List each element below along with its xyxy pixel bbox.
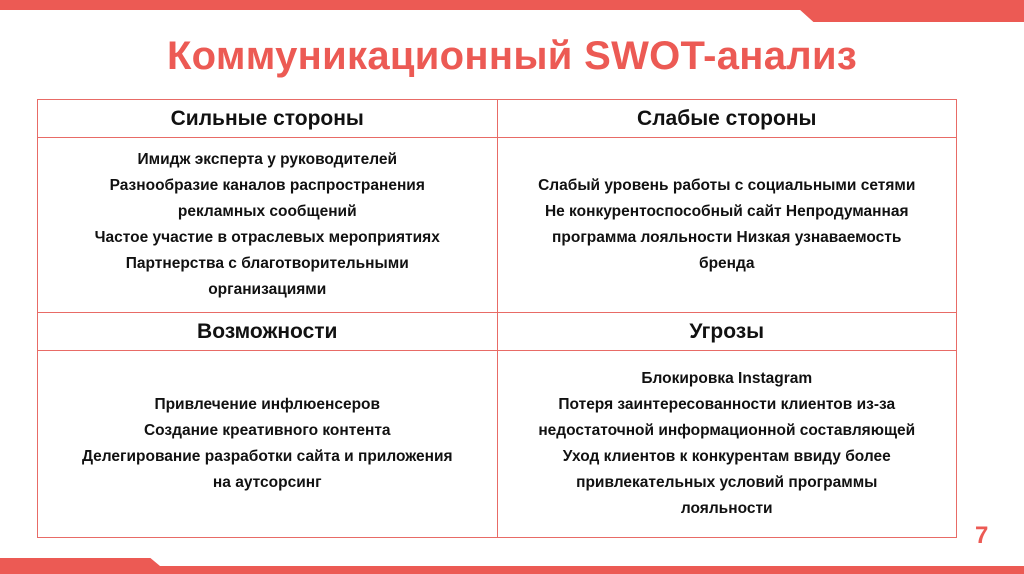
strengths-line: Партнерства с благотворительными (125, 255, 409, 272)
opportunities-cell (38, 351, 498, 538)
weaknesses-cell (497, 138, 957, 313)
bottom-decor-bar (0, 566, 1024, 574)
weaknesses-line: программа лояльности Низкая узнаваемость (552, 229, 902, 246)
threats-line: Потеря заинтересованности клиентов из-за (558, 396, 896, 413)
opportunities-header: Возможности (38, 313, 498, 351)
swot-body-row-1 (38, 138, 957, 313)
swot-table (37, 99, 957, 538)
weaknesses-line: Слабый уровень работы с социальными сетями (538, 177, 916, 194)
opportunities-line: Создание креативного контента (143, 422, 391, 439)
threats-line: лояльности (680, 500, 773, 517)
weaknesses-line: Не конкурентоспособный сайт Непродуманная (544, 203, 909, 220)
threats-cell (497, 351, 957, 538)
bottom-decor-accent (0, 558, 160, 566)
opportunities-line: Привлечение инфлюенсеров (154, 396, 381, 413)
strengths-line: Частое участие в отраслевых мероприятиях (94, 229, 440, 246)
strengths-line: Имидж эксперта у руководителей (137, 151, 398, 168)
opportunities-line: на аутсорсинг (212, 474, 322, 491)
page-number: 7 (975, 522, 989, 549)
threats-line: Блокировка Instagram (641, 370, 813, 387)
swot-body-row-2 (38, 351, 957, 538)
strengths-line: организациями (208, 281, 327, 298)
threats-line: Уход клиентов к конкурентам ввиду более (562, 448, 891, 465)
swot-header-row-2 (38, 313, 957, 351)
threats-line: привлекательных условий программы (576, 474, 878, 491)
threats-line: недостаточной информационной составляющей (538, 422, 916, 439)
weaknesses-header: Слабые стороны (497, 100, 957, 138)
slide-title: Коммуникационный SWOT-анализ (166, 34, 858, 78)
weaknesses-line: бренда (699, 255, 755, 272)
swot-header-row-1 (38, 100, 957, 138)
strengths-header: Сильные стороны (38, 100, 498, 138)
strengths-line: рекламных сообщений (177, 203, 357, 220)
opportunities-line: Делегирование разработки сайта и приложения (81, 448, 453, 465)
threats-header: Угрозы (497, 313, 957, 351)
strengths-cell (38, 138, 498, 313)
top-decor-accent (800, 0, 1024, 22)
strengths-line: Разнообразие каналов распространения (109, 177, 425, 194)
